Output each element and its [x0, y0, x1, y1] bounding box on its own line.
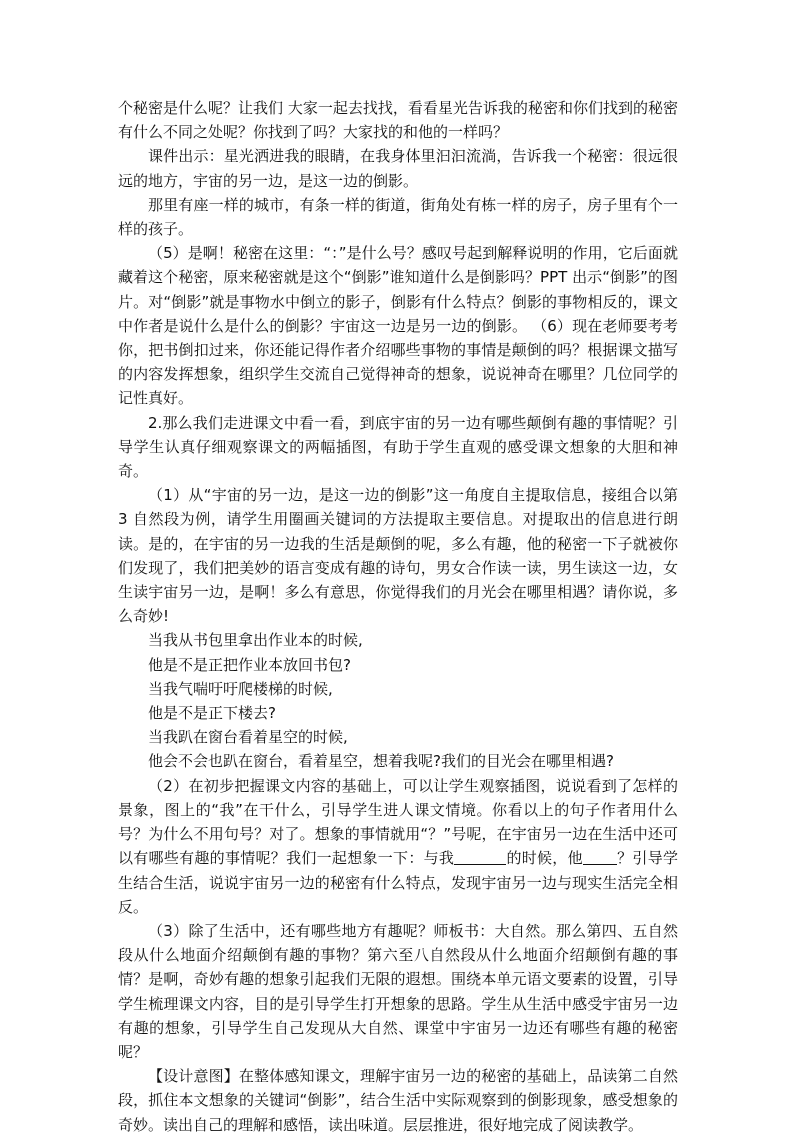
- paragraph-q3: （3）除了生活中，还有哪些地方有趣呢？师板书：大自然。那么第四、五自然段从什么地面介绍颠倒有趣的事物？第六至八自然段从什么地面介绍颠倒有趣的事情？是啊，奇妙有趣的想象引起我们无限的遐想。围绕本单元语文要素的设置，引导学生梳理课文内容，目的是引导学生打开想象的思路。学生从生活中感受宇宙另一边有趣的想象，引导学生自己发现从大自然、课堂中宇宙另一边还有哪些有趣的秘密呢？: [118, 921, 678, 1061]
- fill-blank: [454, 849, 506, 865]
- paragraph-q2-part1: （2）在初步把握课文内容的基础上，可以让学生观察插图，说说看到了怎样的景象，图上的“我”在干什么，引导学生进人课文情境。你看以上的句子作者用什么号？为什么不用句号？对了。想象的事情就用“？”号呢，在宇宙另一边在生活中还可以有哪些有趣的事情呢？我们一起想象一下：与我: [118, 776, 678, 868]
- paragraph-q2-part3: ？引导学生结合生活，说说宇宙另一边的秘密有什么特点，发现宇宙另一边与现实生活完全相反。: [118, 849, 678, 916]
- fill-blank: [583, 849, 617, 865]
- paragraph-step-2: 2.那么我们走进课文中看一看，到底宇宙的另一边有哪些颠倒有趣的事情呢？引导学生认真仔细观察课文的两幅插图，有助于学生直观的感受课文想象的大胆和神奇。: [118, 413, 678, 481]
- paragraph-step-5-6: （5）是啊！秘密在这里：“：”是什么号？感叹号起到解释说明的作用，它后面就藏着这个秘密，原来秘密就是这个“倒影”谁知道什么是倒影吗？PPT 出示“倒影”的图片。对“倒影”就是事物水中倒立的影子，倒影有什么特点？倒影的事物相反的，课文中作者是说什么是什么的倒影？宇宙这一边是另一边的倒影。 （6）现在老师要考考你，把书倒扣过来，你还能记得作者介绍哪些事物的事情是颠倒的吗？根据课文描写的内容发挥想象，组织学生交流自己觉得神奇的想象，说说神奇在哪里？几位同学的记性真好。: [118, 244, 678, 408]
- paragraph-design-intent: 【设计意图】在整体感知课文，理解宇宙另一边的秘密的基础上，品读第二自然段，抓住本文想象的关键词“倒影”，结合生活中实际观察到的倒影现象，感受想象的奇妙。读出自己的理解和感悟，读出味道。层层推进，很好地完成了阅读教学。: [118, 1067, 678, 1134]
- poem-line: 当我趴在窗台看着星空的时候,: [148, 728, 348, 747]
- paragraph-intro: 个秘密是什么呢？让我们 大家一起去找找，看看星光告诉我的秘密和你们找到的秘密有什么不同之处呢？你找到了吗？大家找的和他的一样吗？: [118, 99, 678, 142]
- document-body: [118, 96, 678, 1137]
- paragraph-q2: [118, 774, 678, 919]
- poem-line: 他会不会也趴在窗台，看着星空，想着我呢?我们的目光会在哪里相遇?: [148, 752, 614, 771]
- paragraph-q2-part2: 的时候，他: [506, 849, 583, 868]
- paragraph-same-city: 那里有座一样的城市，有条一样的街道，街角处有栋一样的房子，房子里有个一样的孩子。: [118, 195, 678, 239]
- paragraph-q1: （1）从“宇宙的另一边，是这一边的倒影”这一角度自主提取信息，接组合以第 3 自然段为例，请学生用圈画关键词的方法提取主要信息。对提取出的信息进行朗读。是的，在宇宙的另一边我的生活是颠倒的呢，多么有趣，他的秘密一下子就被你们发现了，我们把美妙的语言变成有趣的诗句，男女合作读一读，男生读这一边，女生读宇宙另一边，是啊！多么有意思，你觉得我们的月光会在哪里相遇？请你说，多么奇妙!: [118, 486, 678, 626]
- poem-line: 他是不是正下楼去?: [148, 704, 276, 723]
- poem-line: 当我气喘吁吁爬楼梯的时候,: [148, 679, 333, 698]
- poem-line: 当我从书包里拿出作业本的时候,: [148, 631, 363, 650]
- poem-line: 他是不是正把作业本放回书包?: [148, 655, 351, 674]
- paragraph-courseware: 课件出示：星光洒进我的眼睛，在我身体里汩汩流淌，告诉我一个秘密：很远很远的地方，宇宙的另一边，是这一边的倒影。: [118, 147, 678, 190]
